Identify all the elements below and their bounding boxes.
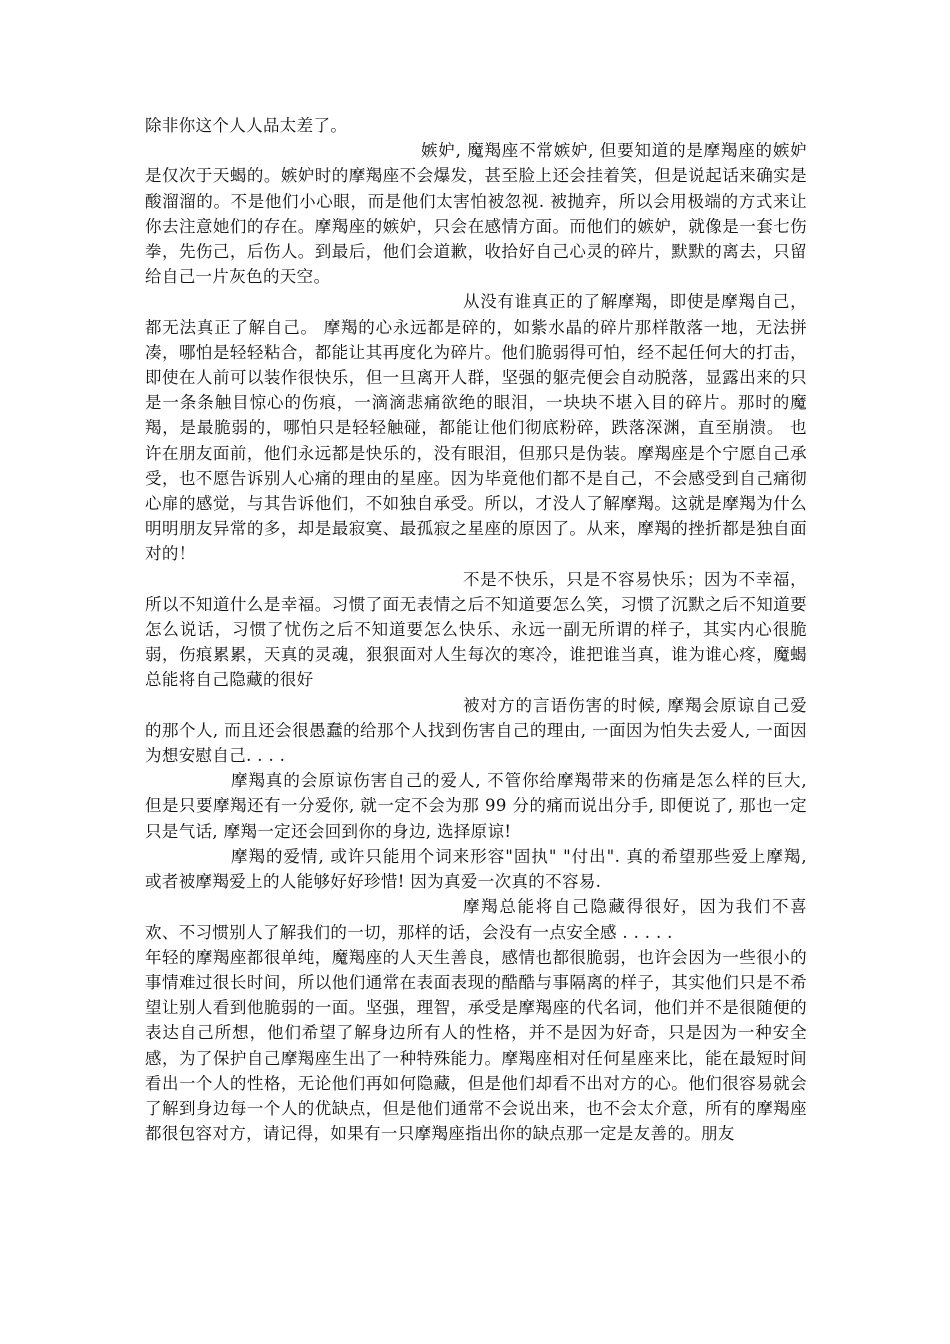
paragraph-5: 被对方的言语伤害的时候, 摩羯会原谅自己爱的那个人, 而且还会很愚蠢的给那个人找到伤害自己的理由, 一面因为怕失去爱人, 一面因为想安慰自己. . . . (145, 695, 807, 766)
document-body (145, 113, 807, 1146)
paragraph-7: 摩羯的爱情, 或许只能用个词来形容"固执" "付出". 真的希望那些爱上摩羯, 或者被摩羯爱上的人能够好好珍惜! 因为真爱一次真的不容易. (145, 846, 807, 892)
paragraph-4: 不是不快乐，只是不容易快乐；因为不幸福，所以不知道什么是幸福。习惯了面无表情之后不知道要怎么笑，习惯了沉默之后不知道要怎么说话，习惯了忧伤之后不知道要怎么快乐、永远一副无所谓的样子，其实内心很脆弱，伤痕累累，天真的灵魂，狠狠面对人生每次的寒冷，谁把谁当真，谁为谁心疼，魔蝎总能将自己隐藏的很好 (145, 569, 807, 690)
paragraph-6: 摩羯真的会原谅伤害自己的爱人, 不管你给摩羯带来的伤痛是怎么样的巨大, 但是只要摩羯还有一分爱你, 就一定不会为那 99 分的痛而说出分手, 即便说了, 那也一定只是气话, 摩羯一定还会回到你的身边, 选择原谅! (145, 771, 807, 841)
paragraph-8: 摩羯总能将自己隐藏得很好，因为我们不喜欢、不习惯别人了解我们的一切，那样的话，会没有一点安全感 . . . . . (145, 897, 807, 942)
paragraph-2: 嫉妒, 魔羯座不常嫉妒, 但要知道的是摩羯座的嫉妒是仅次于天蝎的。嫉妒时的摩羯座不会爆发，甚至脸上还会挂着笑，但是说起话来确实是酸溜溜的。不是他们小心眼，而是他们太害怕被忽视. 被抛弃，所以会用极端的方式来让你去注意她们的存在。摩羯座的嫉妒，只会在感情方面。而他们的嫉妒，就像是一套七伤拳，先伤己，后伤人。到最后，他们会道歉，收拾好自己心灵的碎片，默默的离去，只留给自己一片灰色的天空。 (145, 141, 807, 287)
paragraph-3: 从没有谁真正的了解摩羯，即使是摩羯自己，都无法真正了解自己。 摩羯的心永远都是碎的，如紫水晶的碎片那样散落一地，无法拼凑，哪怕是轻轻粘合，都能让其再度化为碎片。他们脆弱得可怕，经不起任何大的打击，即使在人前可以装作很快乐，但一旦离开人群，坚强的躯壳便会自动脱落，显露出来的只是一条条触目惊心的伤痕，一滴滴悲痛欲绝的眼泪，一块块不堪入目的碎片。那时的魔羯，是最脆弱的，哪怕只是轻轻触碰，都能让他们彻底粉碎，跌落深渊，直至崩溃。 也许在朋友面前，他们永远都是快乐的，没有眼泪，但那只是伪装。摩羯座是个宁愿自己承受，也不愿告诉别人心痛的理由的星座。因为毕竟他们都不是自己，不会感受到自己痛彻心扉的感觉，与其告诉他们，不如独自承受。所以，才没人了解摩羯。这就是摩羯为什么明明朋友异常的多，却是最寂寞、最孤寂之星座的原因了。从来，摩羯的挫折都是独自面对的！ (145, 292, 807, 564)
paragraph-9: 年轻的摩羯座都很单纯，魔羯座的人天生善良，感情也都很脆弱，也许会因为一些很小的事情难过很长时间，所以他们通常在表面表现的酷酷与事隔离的样子，其实他们只是不希望让别人看到他脆弱的一面。坚强，理智，承受是摩羯座的代名词，他们并不是很随便的表达自己所想，他们希望了解身边所有人的性格，并不是因为好奇，只是因为一种安全感，为了保护自己摩羯座生出了一种特殊能力。摩羯座相对任何星座来比，能在最短时间看出一个人的性格，无论他们再如何隐藏，但是他们却看不出对方的心。他们很容易就会了解到身边每一个人的优缺点，但是他们通常不会说出来，也不会太介意，所有的摩羯座都很包容对方，请记得，如果有一只摩羯座指出你的缺点那一定是友善的。朋友 (145, 947, 807, 1144)
paragraph-1: 除非你这个人人品太差了。 (145, 116, 348, 135)
